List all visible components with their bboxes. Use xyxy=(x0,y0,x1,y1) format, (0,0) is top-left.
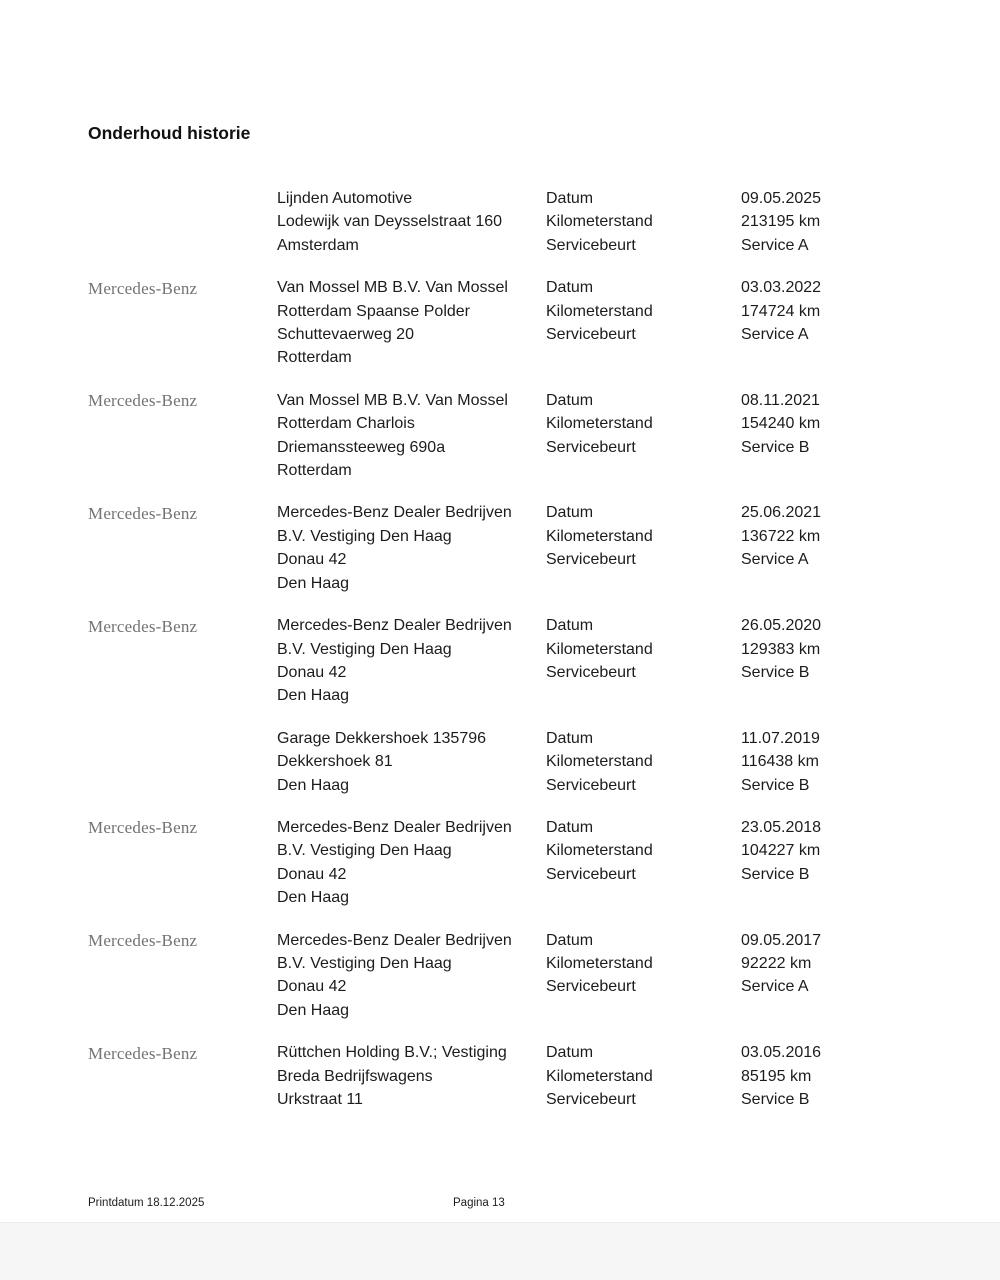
dealer-address-line: B.V. Vestiging Den Haag xyxy=(277,640,452,658)
page-title: Onderhoud historie xyxy=(88,123,251,143)
print-date: Printdatum 18.12.2025 xyxy=(88,1197,205,1209)
service-entry xyxy=(88,929,960,1023)
datum-label: Datum xyxy=(546,931,594,949)
dealer-address-line: Den Haag xyxy=(277,889,350,907)
datum-value: 25.06.2021 xyxy=(741,504,822,522)
field-values xyxy=(741,816,960,910)
datum-label: Datum xyxy=(546,1044,594,1062)
dealer-address-line: Urkstraat 11 xyxy=(277,1091,363,1108)
field-values xyxy=(741,614,960,708)
dealer-address xyxy=(277,389,546,483)
dealer-address xyxy=(277,187,546,257)
servicebeurt-label: Servicebeurt xyxy=(546,326,636,344)
dealer-address-line: Lodewijk van Deysselstraat 160 xyxy=(277,213,503,231)
servicebeurt-value: Service B xyxy=(741,865,810,883)
kilometerstand-label: Kilometerstand xyxy=(546,415,653,433)
kilometerstand-value: 213195 km xyxy=(741,213,821,231)
page-bottom-margin xyxy=(0,1222,1000,1280)
dealer-address-line: Donau 42 xyxy=(277,663,347,681)
kilometerstand-label: Kilometerstand xyxy=(546,954,653,972)
field-values xyxy=(741,276,960,370)
dealer-address-line: Schuttevaerweg 20 xyxy=(277,326,414,344)
datum-label: Datum xyxy=(546,729,594,747)
kilometerstand-label: Kilometerstand xyxy=(546,527,653,545)
dealer-address-line: Rotterdam Charlois xyxy=(277,415,415,433)
kilometerstand-value: 129383 km xyxy=(741,640,821,658)
servicebeurt-value: Service B xyxy=(741,438,810,456)
mercedes-benz-logo: Mercedes-Benz xyxy=(88,278,198,298)
dealer-address-line: Den Haag xyxy=(277,687,350,705)
datum-value: 03.05.2016 xyxy=(741,1044,822,1062)
kilometerstand-label: Kilometerstand xyxy=(546,640,653,658)
servicebeurt-label: Servicebeurt xyxy=(546,438,636,456)
dealer-address-line: Garage Dekkershoek 135796 xyxy=(277,729,487,747)
mercedes-benz-logo: Mercedes-Benz xyxy=(88,503,198,523)
dealer-address-line: Amsterdam xyxy=(277,236,359,254)
kilometerstand-value: 174724 km xyxy=(741,302,821,320)
field-values xyxy=(741,187,960,257)
datum-label: Datum xyxy=(546,391,594,409)
kilometerstand-value: 85195 km xyxy=(741,1067,812,1085)
field-labels xyxy=(546,501,741,595)
dealer-address-line: B.V. Vestiging Den Haag xyxy=(277,842,452,860)
datum-value: 08.11.2021 xyxy=(741,391,820,409)
kilometerstand-value: 136722 km xyxy=(741,527,821,545)
servicebeurt-label: Servicebeurt xyxy=(546,551,636,569)
mercedes-benz-logo: Mercedes-Benz xyxy=(88,931,198,951)
mercedes-benz-logo xyxy=(88,727,277,797)
page-number: Pagina 13 xyxy=(453,1197,505,1209)
kilometerstand-label: Kilometerstand xyxy=(546,213,653,231)
service-entry xyxy=(88,187,960,257)
dealer-address xyxy=(277,727,546,797)
datum-value: 03.03.2022 xyxy=(741,279,822,297)
dealer-address-line: Driemanssteeweg 690a xyxy=(277,438,446,456)
datum-value: 23.05.2018 xyxy=(741,818,822,836)
kilometerstand-value: 116438 km xyxy=(741,753,819,771)
field-values xyxy=(741,929,960,1023)
kilometerstand-label: Kilometerstand xyxy=(546,302,653,320)
dealer-address-line: Rotterdam xyxy=(277,349,352,367)
mercedes-benz-logo: Mercedes-Benz xyxy=(88,616,198,636)
servicebeurt-value: Service A xyxy=(741,978,809,996)
servicebeurt-label: Servicebeurt xyxy=(546,865,636,883)
servicebeurt-value: Service B xyxy=(741,1091,810,1108)
field-labels xyxy=(546,187,741,257)
datum-value: 26.05.2020 xyxy=(741,617,822,635)
datum-label: Datum xyxy=(546,504,594,522)
servicebeurt-value: Service A xyxy=(741,551,809,569)
mercedes-benz-logo: Mercedes-Benz xyxy=(88,391,198,411)
service-entry xyxy=(88,501,960,595)
dealer-address xyxy=(277,614,546,708)
field-values xyxy=(741,389,960,483)
kilometerstand-label: Kilometerstand xyxy=(546,842,653,860)
kilometerstand-value: 104227 km xyxy=(741,842,821,860)
field-labels xyxy=(546,929,741,1023)
kilometerstand-label: Kilometerstand xyxy=(546,753,653,771)
service-entry xyxy=(88,727,960,797)
dealer-address-line: Rotterdam xyxy=(277,462,352,480)
kilometerstand-value: 92222 km xyxy=(741,954,812,972)
mercedes-benz-logo: Mercedes-Benz xyxy=(88,1043,198,1063)
dealer-address-line: Dekkershoek 81 xyxy=(277,753,393,771)
dealer-address-line: Mercedes-Benz Dealer Bedrijven xyxy=(277,931,512,949)
field-values xyxy=(741,501,960,595)
datum-value: 09.05.2017 xyxy=(741,931,822,949)
dealer-address-line: Rotterdam Spaanse Polder xyxy=(277,302,470,320)
dealer-address xyxy=(277,1041,546,1111)
dealer-address-line: Den Haag xyxy=(277,1001,350,1019)
kilometerstand-value: 154240 km xyxy=(741,415,821,433)
mercedes-benz-logo: Mercedes-Benz xyxy=(88,818,198,838)
dealer-address-line: B.V. Vestiging Den Haag xyxy=(277,954,452,972)
mercedes-benz-logo xyxy=(88,187,277,257)
datum-value: 11.07.2019 xyxy=(741,729,820,747)
dealer-address-line: Mercedes-Benz Dealer Bedrijven xyxy=(277,617,512,635)
field-labels xyxy=(546,276,741,370)
dealer-address xyxy=(277,816,546,910)
field-labels xyxy=(546,389,741,483)
servicebeurt-value: Service B xyxy=(741,663,810,681)
service-entry xyxy=(88,614,960,708)
dealer-address xyxy=(277,501,546,595)
servicebeurt-label: Servicebeurt xyxy=(546,663,636,681)
dealer-address-line: Donau 42 xyxy=(277,865,347,883)
field-labels xyxy=(546,816,741,910)
datum-label: Datum xyxy=(546,190,594,207)
dealer-address-line: B.V. Vestiging Den Haag xyxy=(277,527,452,545)
service-history-list xyxy=(88,187,960,1111)
service-entry xyxy=(88,276,960,370)
field-labels xyxy=(546,1041,741,1111)
servicebeurt-value: Service A xyxy=(741,236,809,254)
field-labels xyxy=(546,614,741,708)
servicebeurt-label: Servicebeurt xyxy=(546,1091,636,1108)
dealer-address xyxy=(277,276,546,370)
datum-label: Datum xyxy=(546,617,594,635)
datum-value: 09.05.2025 xyxy=(741,190,822,207)
servicebeurt-label: Servicebeurt xyxy=(546,776,636,794)
field-labels xyxy=(546,727,741,797)
dealer-address-line: Mercedes-Benz Dealer Bedrijven xyxy=(277,504,512,522)
dealer-address-line: Den Haag xyxy=(277,776,350,794)
datum-label: Datum xyxy=(546,279,594,297)
servicebeurt-value: Service B xyxy=(741,776,810,794)
dealer-address-line: Lijnden Automotive xyxy=(277,190,413,207)
dealer-address-line: Breda Bedrijfswagens xyxy=(277,1067,433,1085)
dealer-address xyxy=(277,929,546,1023)
dealer-address-line: Mercedes-Benz Dealer Bedrijven xyxy=(277,818,512,836)
service-entry xyxy=(88,389,960,483)
service-entry xyxy=(88,1041,960,1111)
dealer-address-line: Van Mossel MB B.V. Van Mossel xyxy=(277,279,508,297)
dealer-address-line: Rüttchen Holding B.V.; Vestiging xyxy=(277,1044,507,1062)
dealer-address-line: Donau 42 xyxy=(277,551,347,569)
servicebeurt-value: Service A xyxy=(741,326,809,344)
servicebeurt-label: Servicebeurt xyxy=(546,978,636,996)
dealer-address-line: Den Haag xyxy=(277,574,350,592)
datum-label: Datum xyxy=(546,818,594,836)
dealer-address-line: Van Mossel MB B.V. Van Mossel xyxy=(277,391,508,409)
servicebeurt-label: Servicebeurt xyxy=(546,236,636,254)
dealer-address-line: Donau 42 xyxy=(277,978,347,996)
kilometerstand-label: Kilometerstand xyxy=(546,1067,653,1085)
service-entry xyxy=(88,816,960,910)
field-values xyxy=(741,727,960,797)
field-values xyxy=(741,1041,960,1111)
